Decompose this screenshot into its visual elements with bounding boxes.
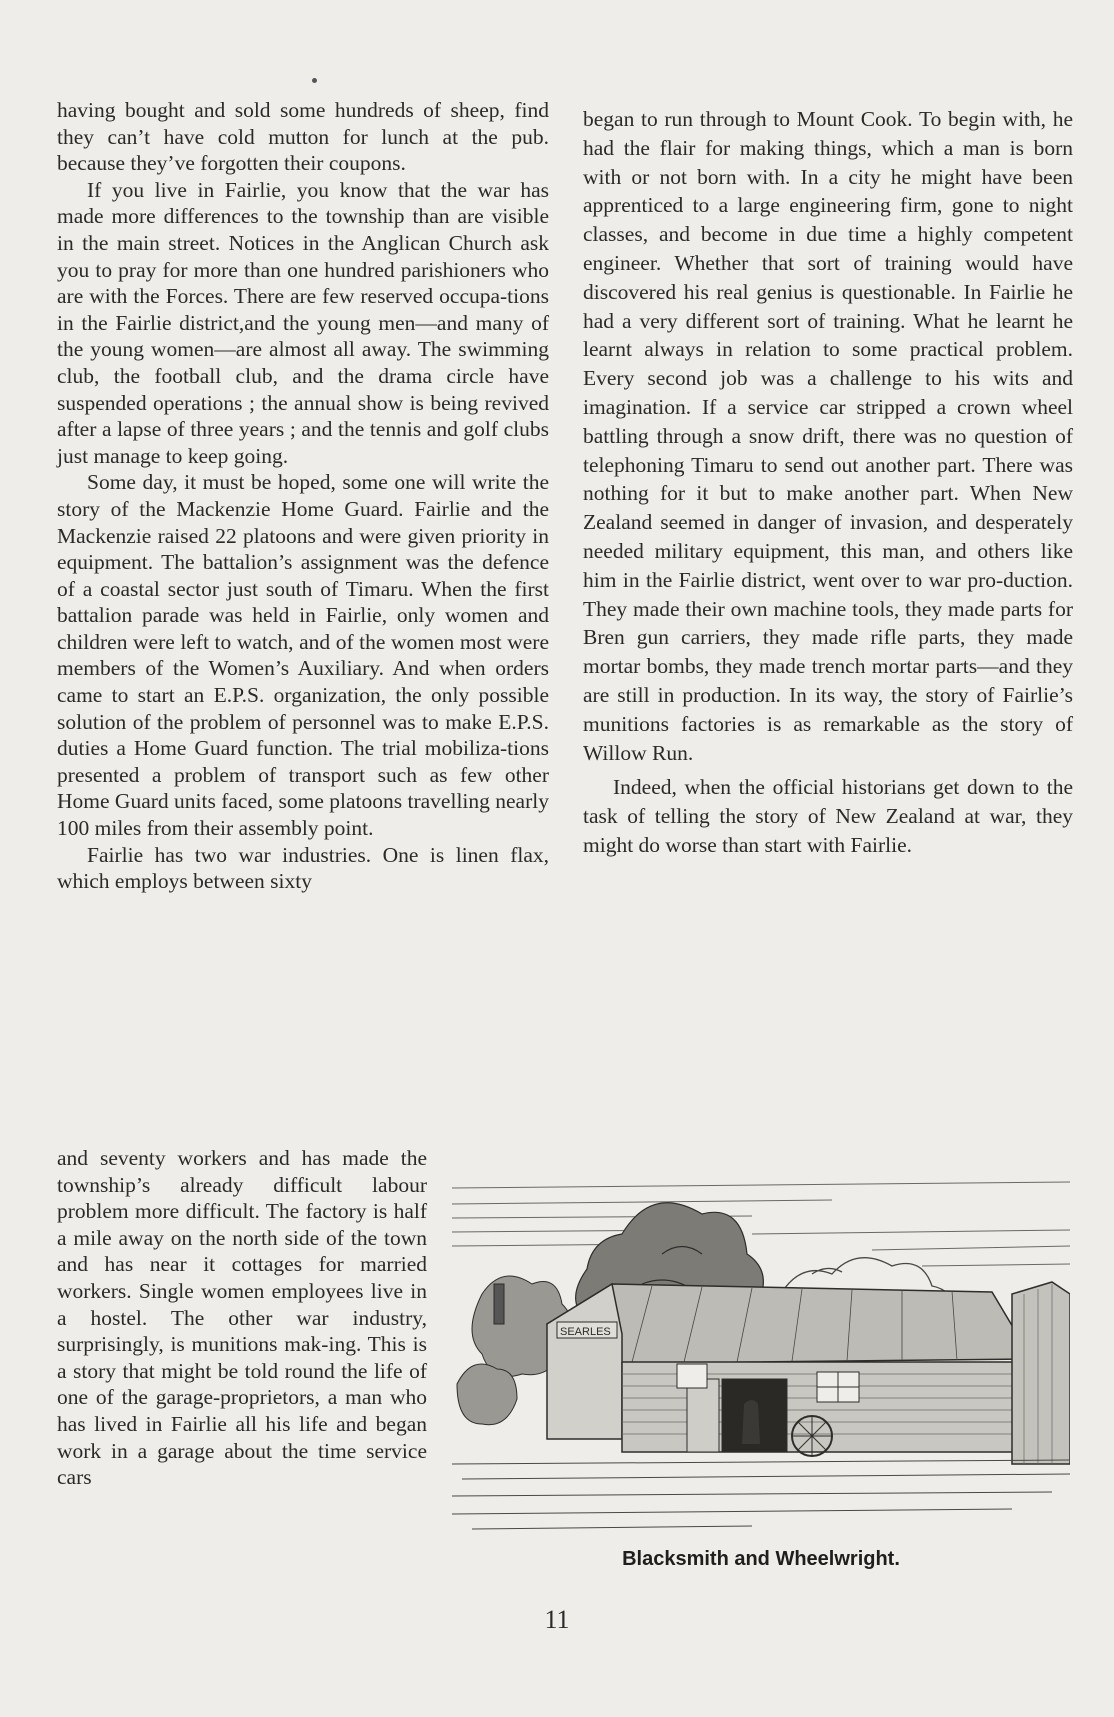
paragraph: If you live in Fairlie, you know that the war has made more differences to the township than are visible in the main street. Notices in the Anglican Church ask you to pray for more than one hundred parishioners who are with the Forces. There are few reserved occupa-tions in the Fairlie district,and the young men—and many of the young women—are almost all away. The swimming club, the football club, and the drama circle have suspended operations ; the annual show is being revived after a lapse of three years ; and the tennis and golf clubs just manage to keep going. bbox=[57, 177, 549, 468]
paragraph: Fairlie has two war industries. One is linen flax, which employs between sixty bbox=[57, 842, 549, 894]
paragraph: Indeed, when the official historians get down to the task of telling the story of New Zealand at war, they might do worse than start with Fairlie. bbox=[583, 775, 1073, 857]
paragraph: having bought and sold some hundreds of sheep, find they can’t have cold mutton for lunch at the pub. because they’ve forgotten their coupons. bbox=[57, 98, 549, 176]
blacksmith-shop-illustration bbox=[452, 1174, 1070, 1540]
paragraph: Some day, it must be hoped, some one will write the story of the Mackenzie Home Guard. Fairlie and the Mackenzie raised 22 platoons and were given priority in equipment. The battalion’s assignment was the defence of a coastal sector just south of Timaru. When the first battalion parade was held in Fairlie, only women and children were left to watch, and of the women most were members of the Women’s Auxiliary. And when orders came to start an E.P.S. organization, the only possible solution of the problem of personnel was to make E.P.S. duties a Home Guard function. The trial mobiliza-tions presented a problem of transport such as few other Home Guard units faced, some platoons travelling nearly 100 miles from their assembly point. bbox=[57, 470, 549, 841]
paragraph: and seventy workers and has made the township’s already difficult labour problem more difficult. The factory is half a mile away on the north side of the town and has near it cottages for married workers. Single women employees live in a hostel. The other war industry, surprisingly, is munitions mak-ing. This is a story that might be told round the life of one of the garage-proprietors, a man who has lived in Fairlie all his life and began work in a garage about the time service cars bbox=[57, 1146, 427, 1490]
illustration-caption: Blacksmith and Wheelwright. bbox=[622, 1548, 900, 1570]
shop-sign-text: SEARLES bbox=[560, 1326, 611, 1338]
page-number: 11 bbox=[544, 1605, 570, 1634]
right-column bbox=[583, 105, 1073, 860]
left-column bbox=[57, 97, 549, 895]
paragraph: began to run through to Mount Cook. To begin with, he had the flair for making things, which a man is born with or not born with. In a city he might have been apprenticed to a large engineering firm, gone to night classes, and become in due time a highly competent engineer. Whether that sort of training would have discovered his real genius is questionable. In Fairlie he had a very different sort of training. What he learnt he learnt always in relation to some practical problem. Every second job was a challenge to his wits and imagination. If a service car stripped a crown wheel battling through a snow drift, there was no question of telephoning Timaru to send out another part. There was nothing for it but to make another part. When New Zealand seemed in danger of invasion, and desperately needed military equipment, this man, and others like him in the Fairlie district, went over to war pro-duction. They made their own machine tools, they made parts for Bren gun carriers, they made rifle parts, they made mortar bombs, they made trench mortar parts—and they are still in production. In its way, the story of Fairlie’s munitions factories is as remarkable as the story of Willow Run. bbox=[583, 107, 1073, 765]
left-column-wrapped-text bbox=[57, 1145, 427, 1491]
ink-speck bbox=[312, 78, 317, 83]
